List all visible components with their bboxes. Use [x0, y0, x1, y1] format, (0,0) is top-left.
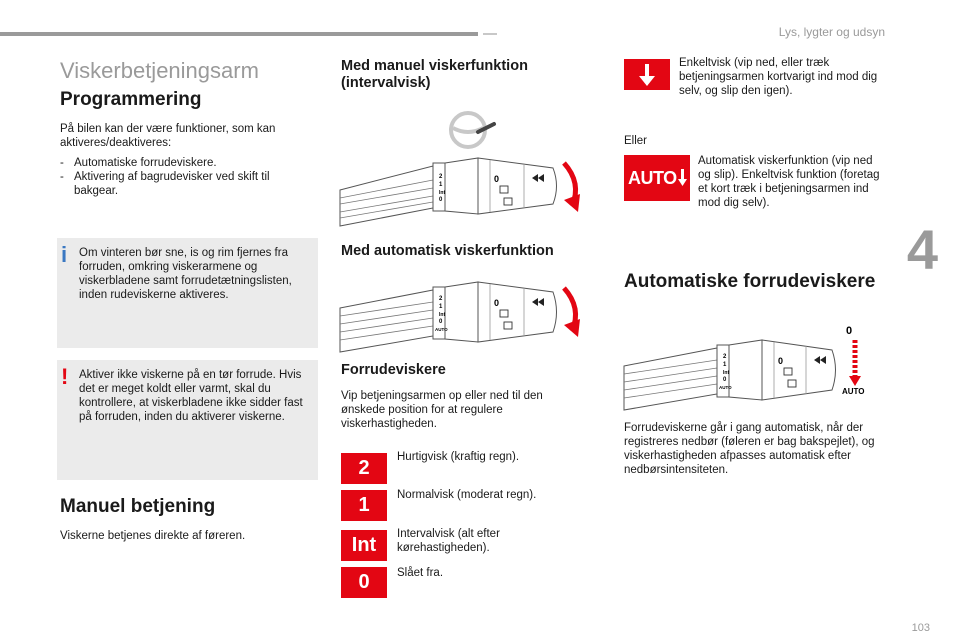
arrow-down-icon	[849, 340, 861, 386]
single-wipe-text: Enkeltvisk (vip ned, eller træk betjeningsarmen kortvarigt ind mod dig selv, og slip den igen).	[679, 57, 878, 97]
page-number: 103	[911, 622, 930, 634]
lever-label: Int	[723, 370, 730, 376]
lever-label: 1	[723, 362, 727, 368]
header-rule-tail	[483, 33, 497, 35]
running-head: Lys, lygter og udsyn	[778, 25, 885, 39]
svg-text:0: 0	[494, 298, 500, 308]
auto-wipers-paragraph: Forrudeviskerne går i gang automatisk, når der registreres nedbør (føleren er bag bakspejlet), og viskerhastigheden afpasses automatisk efter nedbørsintensiteten.	[624, 422, 875, 476]
speed-label-2: Hurtigvisk (kraftig regn).	[397, 451, 520, 463]
speed-label-1: Normalvisk (moderat regn).	[397, 489, 537, 501]
lever-label: 1	[439, 182, 443, 188]
lever-label: 2	[439, 174, 443, 180]
warning-icon: !	[61, 364, 69, 389]
speed-badge-2: 2	[341, 453, 387, 484]
arrow-down-icon	[564, 163, 580, 212]
auto-badge-label: AUTO	[628, 167, 677, 188]
auto-text: Automatisk viskerfunktion (vip ned og slip). Enkeltvisk funktion (foretag et kort træk i betjeningsarmen ind mod dig selv).	[698, 155, 880, 209]
warning-text: Aktiver ikke viskerne på en tør forrude. Hvis det er meget koldt eller varmt, skal du kontrollere, at viskerbladene ikke sidder fast på forruden, inden du aktiverer viskerne.	[79, 369, 303, 423]
manual-heading: Manuel betjening	[60, 496, 216, 517]
lever-body	[624, 340, 836, 410]
arrow-down-icon	[624, 59, 670, 90]
lever-label: AUTO	[719, 385, 732, 390]
arrow-down-icon	[678, 168, 688, 188]
programming-intro: På bilen kan der være funktioner, som kan aktiveres/deaktiveres:	[60, 123, 276, 149]
svg-text:0: 0	[494, 174, 500, 184]
info-text: Om vinteren bør sne, is og rim fjernes fra forruden, omkring viskerarmene og viskerbladene samt forrudetætningslisten, inden rudeviskerne aktiveres.	[79, 247, 292, 301]
programming-heading: Programmering	[60, 89, 202, 110]
interval-heading: Med manuel viskerfunktion (intervalvisk)	[341, 58, 528, 91]
header-rule	[0, 32, 478, 36]
list-item: - Automatiske forrudeviskere.	[60, 156, 310, 170]
front-wiper-text: Vip betjeningsarmen op eller ned til den ønskede position for at regulere viskerhastigheden.	[341, 390, 543, 430]
lever-label: 2	[723, 354, 727, 360]
lever-illustration-interval	[338, 108, 588, 233]
lever-label: 0	[439, 319, 443, 325]
speed-badge-0: 0	[341, 567, 387, 598]
arrow-down-icon	[564, 288, 580, 337]
lever-illustration-auto-wipers	[622, 322, 874, 412]
steering-wheel-icon	[451, 113, 494, 147]
lever-label: 0	[723, 377, 727, 383]
auto-wipers-heading: Automatiske forrudeviskere	[624, 271, 876, 292]
info-icon: i	[61, 242, 68, 267]
or-text: Eller	[624, 135, 648, 147]
lever-label: 1	[439, 304, 443, 310]
auto-wiper-heading: Med automatisk viskerfunktion	[341, 243, 554, 259]
front-wiper-heading: Forrudeviskere	[341, 362, 446, 378]
manual-text: Viskerne betjenes direkte af føreren.	[60, 530, 246, 542]
info-box	[57, 238, 318, 348]
warning-box	[57, 360, 318, 480]
chapter-number: 4	[906, 218, 938, 281]
lever-body	[340, 158, 557, 226]
speed-badge-int: Int	[341, 530, 387, 561]
page-title: Viskerbetjeningsarm	[60, 58, 259, 83]
lever-label: 0	[439, 197, 443, 203]
svg-text:0: 0	[778, 356, 784, 366]
lever-label: AUTO	[435, 327, 448, 332]
speed-label-int: Intervalvisk (alt efter kørehastigheden).	[397, 528, 500, 554]
lever-label: Int	[439, 312, 446, 318]
lever-label: 2	[439, 296, 443, 302]
single-wipe-badge	[624, 59, 670, 90]
speed-label-0: Slået fra.	[397, 567, 444, 579]
lever-illustration-auto	[338, 276, 588, 356]
lever-top-label: 0	[846, 325, 853, 337]
list-item: - Aktivering af bagrudevisker ved skift til bakgear.	[60, 170, 310, 198]
auto-badge	[624, 155, 690, 201]
lever-body	[340, 282, 557, 352]
speed-badge-1: 1	[341, 490, 387, 521]
lever-label: Int	[439, 190, 446, 196]
lever-bottom-label: AUTO	[842, 387, 865, 396]
programming-list	[60, 156, 310, 198]
